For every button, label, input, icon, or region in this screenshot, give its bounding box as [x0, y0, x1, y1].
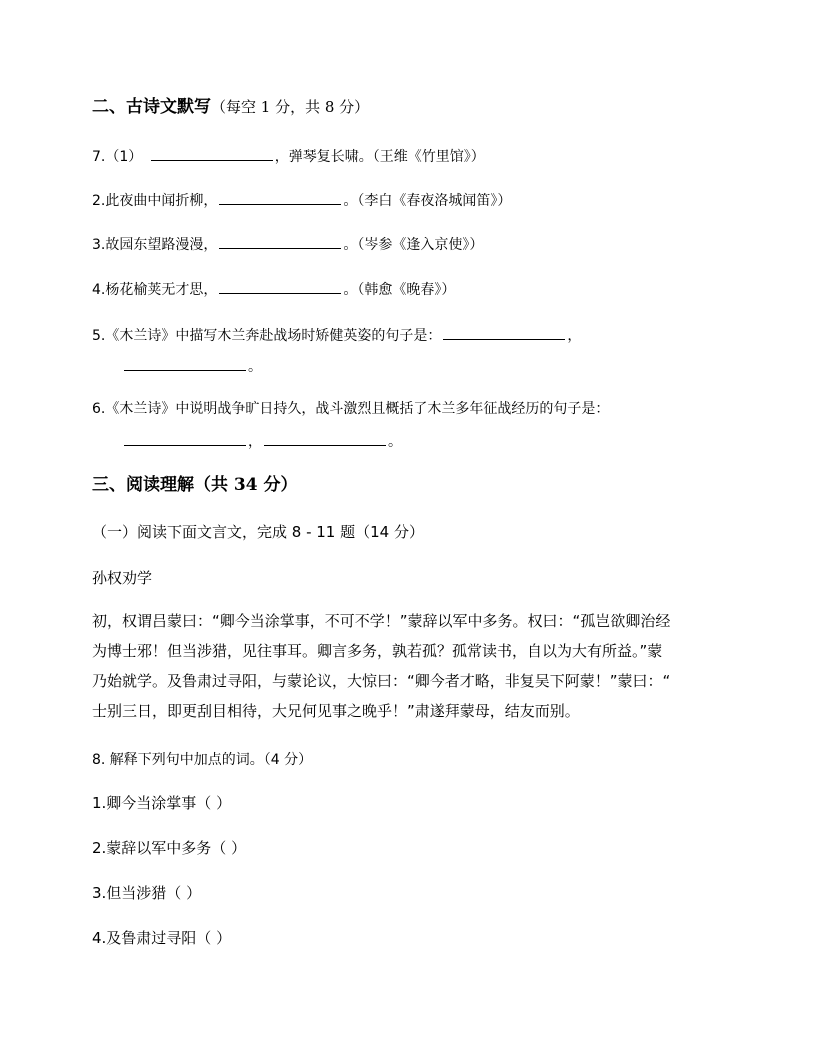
answer-blank[interactable]: [219, 190, 341, 205]
passage-text: [92, 606, 722, 726]
section3-score: （共 34 分）: [194, 475, 298, 495]
section3-heading: [92, 474, 298, 496]
answer-blank[interactable]: [124, 356, 246, 371]
q8-item: 4.及鲁肃过寻阳（ ）: [92, 929, 232, 947]
answer-blank[interactable]: [264, 431, 386, 446]
answer-blank[interactable]: [124, 431, 246, 446]
answer-blank[interactable]: [151, 146, 273, 161]
q4-suffix: 。（韩愈《晚春》）: [343, 282, 456, 298]
q7-suffix: ，弹琴复长啸。（王维《竹里馆》）: [274, 149, 485, 165]
section2-title: 二、古诗文默写: [92, 97, 211, 117]
passage-line: 乃始就学。及鲁肃过寻阳，与蒙论议，大惊曰：“卿今者才略，非复吴下阿蒙！”蒙曰：“: [92, 672, 671, 690]
q8-item: 1.卿今当涂掌事（ ）: [92, 794, 232, 812]
question-5-continued: [122, 356, 262, 377]
q2-prefix: 2.此夜曲中闻折柳，: [92, 193, 218, 209]
q3-prefix: 3.故园东望路漫漫，: [92, 237, 218, 253]
q5-comma: ，: [567, 328, 582, 344]
q6-end: 。: [388, 434, 402, 450]
q2-suffix: 。（李白《春夜洛城闻笛》）: [343, 193, 512, 209]
passage-title: 孙权劝学: [92, 569, 153, 587]
question-7: [92, 146, 485, 167]
q5-prefix: 5.《木兰诗》中描写木兰奔赴战场时矫健英姿的句子是：: [92, 328, 442, 344]
answer-blank[interactable]: [219, 234, 341, 249]
section3-title: 三、阅读理解: [92, 475, 194, 495]
subsection-1-heading: （一）阅读下面文言文，完成 8 - 11 题（14 分）: [92, 523, 424, 541]
q3-suffix: 。（岑参《逢入京使》）: [343, 237, 484, 253]
passage-line: 初，权谓吕蒙曰：“卿今当涂掌事，不可不学！”蒙辞以军中多务。权曰：“孤岂欲卿治经: [92, 612, 671, 630]
q6-text: 6.《木兰诗》中说明战争旷日持久，战斗激烈且概括了木兰多年征战经历的句子是：: [92, 401, 610, 417]
question-4: [92, 279, 455, 300]
question-2: [92, 190, 511, 211]
q8-item: 3.但当涉猎（ ）: [92, 884, 202, 902]
q8-item: 2.蒙辞以军中多务（ ）: [92, 839, 247, 857]
question-6-continued: [122, 431, 402, 452]
answer-blank[interactable]: [219, 279, 341, 294]
answer-blank[interactable]: [443, 325, 565, 340]
question-3: [92, 234, 483, 255]
question-5: [92, 325, 581, 346]
section2-heading: [92, 96, 369, 118]
passage-line: 士别三日，即更刮目相待，大兄何见事之晚乎！”肃遂拜蒙母，结友而别。: [92, 702, 580, 720]
passage-line: 为博士邪！但当涉猎，见往事耳。卿言多务，孰若孤？孤常读书，自以为大有所益。”蒙: [92, 642, 663, 660]
question-6: [92, 399, 609, 419]
q4-prefix: 4.杨花榆荚无才思，: [92, 282, 218, 298]
question-8: 8. 解释下列句中加点的词。（4 分）: [92, 752, 313, 768]
q5-end: 。: [248, 359, 262, 375]
q7-prefix: 7.（1）: [92, 149, 143, 165]
q6-comma: ，: [248, 434, 262, 450]
section2-score: （每空 1 分，共 8 分）: [211, 98, 370, 116]
